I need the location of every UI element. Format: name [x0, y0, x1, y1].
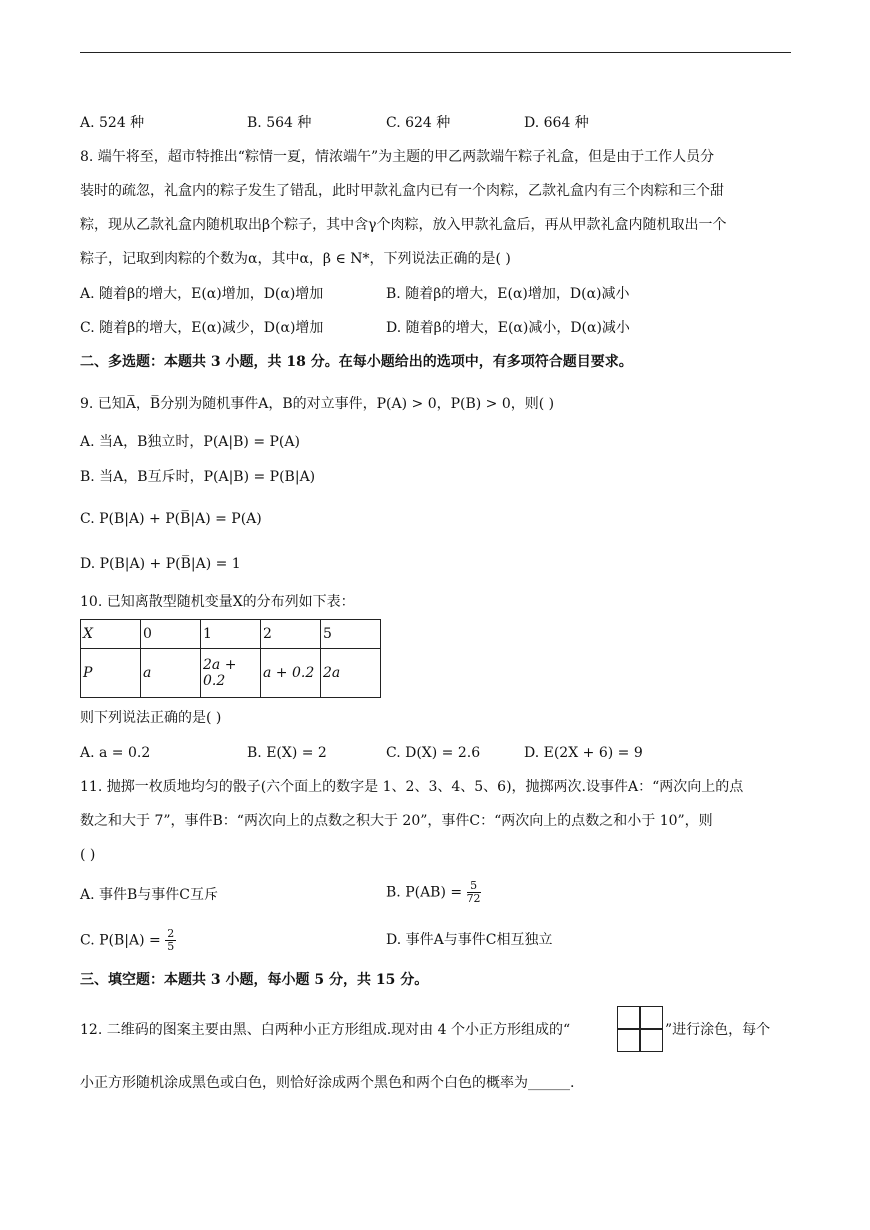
q8-stem-line2: 装时的疏忽，礼盒内的粽子发生了错乱，此时甲款礼盒内已有一个肉粽，乙款礼盒内有三个肉粽和三个甜: [80, 183, 724, 199]
q7-option-b: B. 564 种: [247, 115, 312, 131]
table-cell: 1: [201, 620, 261, 649]
distribution-table: [80, 619, 381, 698]
q7-option-d: D. 664 种: [524, 115, 589, 131]
header-rule: [80, 52, 791, 53]
q10-option-b: B. E(X) = 2: [247, 745, 327, 761]
q10-question: 则下列说法正确的是( ): [80, 710, 222, 726]
q10-option-d: D. E(2X + 6) = 9: [524, 745, 643, 761]
q11-option-b-text: B. P(AB) =: [386, 884, 467, 901]
q11-stem-line3: ( ): [80, 847, 96, 863]
q7-option-c: C. 624 种: [386, 115, 451, 131]
q12-stem-line2: 小正方形随机涂成黑色或白色，则恰好涂成两个黑色和两个白色的概率为______.: [80, 1075, 575, 1091]
q10-option-a: A. a = 0.2: [80, 745, 151, 761]
q9-option-b: B. 当A，B互斥时，P(A|B) = P(B|A): [80, 469, 316, 485]
q9-stem: 9. 已知A̅，B̅分别为随机事件A，B的对立事件，P(A) > 0，P(B) > 0，则( ): [80, 396, 555, 412]
q8-stem-line1: 8. 端午将至，超市特推出“粽情一夏，情浓端午”为主题的甲乙两款端午粽子礼盒，但是由于工作人员分: [80, 149, 715, 165]
fraction: [467, 880, 481, 905]
q11-option-b: [386, 880, 481, 905]
table-cell: a + 0.2: [261, 649, 321, 698]
table-row: [81, 620, 381, 649]
q8-stem-line3: 粽，现从乙款礼盒内随机取出β个粽子，其中含γ个肉粽，放入甲款礼盒后，再从甲款礼盒内随机取出一个: [80, 217, 727, 233]
table-cell: 2: [261, 620, 321, 649]
q11-stem-line2: 数之和大于 7”，事件B：“两次向上的点数之积大于 20”，事件C：“两次向上的点数之和小于 10”，则: [80, 813, 713, 829]
section-2-heading: 二、多选题：本题共 3 小题，共 18 分。在每小题给出的选项中，有多项符合题目要求。: [80, 354, 633, 370]
q11-option-d: D. 事件A与事件C相互独立: [386, 932, 553, 948]
table-row: [81, 649, 381, 698]
table-cell: a: [141, 649, 201, 698]
q11-option-a: A. 事件B与事件C互斥: [80, 887, 219, 903]
grid-divider: [618, 1028, 662, 1030]
fraction-denominator: 5: [167, 940, 175, 953]
table-cell: 2a + 0.2: [201, 649, 261, 698]
q10-stem: 10. 已知离散型随机变量X的分布列如下表：: [80, 594, 355, 610]
fraction-numerator: 5: [467, 880, 481, 893]
table-cell: X: [81, 620, 141, 649]
q9-option-c: C. P(B|A) + P(B̅|A) = P(A): [80, 511, 262, 527]
q11-option-c: [80, 928, 176, 953]
q8-option-d: D. 随着β的增大，E(α)减小，D(α)减小: [386, 320, 630, 336]
q8-stem-line4: 粽子，记取到肉粽的个数为α，其中α，β ∈ N*，下列说法正确的是( ): [80, 251, 511, 267]
q8-option-c: C. 随着β的增大，E(α)减少，D(α)增加: [80, 320, 324, 336]
q8-option-a: A. 随着β的增大，E(α)增加，D(α)增加: [80, 286, 324, 302]
q11-option-c-text: C. P(B|A) =: [80, 932, 166, 949]
table-cell: 2a: [321, 649, 381, 698]
table-cell: 0: [141, 620, 201, 649]
q10-option-c: C. D(X) = 2.6: [386, 745, 481, 761]
fraction: [165, 928, 176, 953]
q9-option-a: A. 当A，B独立时，P(A|B) = P(A): [80, 434, 300, 450]
table-cell: 5: [321, 620, 381, 649]
table-cell: P: [81, 649, 141, 698]
q9-option-d: D. P(B|A) + P(B̅|A) = 1: [80, 556, 241, 572]
fraction-denominator: 72: [466, 892, 481, 905]
q7-option-a: A. 524 种: [80, 115, 145, 131]
q12-stem-line1b: ”进行涂色，每个: [665, 1022, 771, 1038]
two-by-two-grid-figure: [617, 1006, 663, 1052]
q8-option-b: B. 随着β的增大，E(α)增加，D(α)减小: [386, 286, 630, 302]
q11-stem-line1: 11. 抛掷一枚质地均匀的骰子(六个面上的数字是 1、2、3、4、5、6)，抛掷两次.设事件A：“两次向上的点: [80, 779, 744, 795]
section-3-heading: 三、填空题：本题共 3 小题，每小题 5 分，共 15 分。: [80, 972, 429, 988]
q12-stem-line1a: 12. 二维码的图案主要由黑、白两种小正方形组成.现对由 4 个小正方形组成的“: [80, 1022, 571, 1038]
fraction-numerator: 2: [167, 927, 175, 940]
